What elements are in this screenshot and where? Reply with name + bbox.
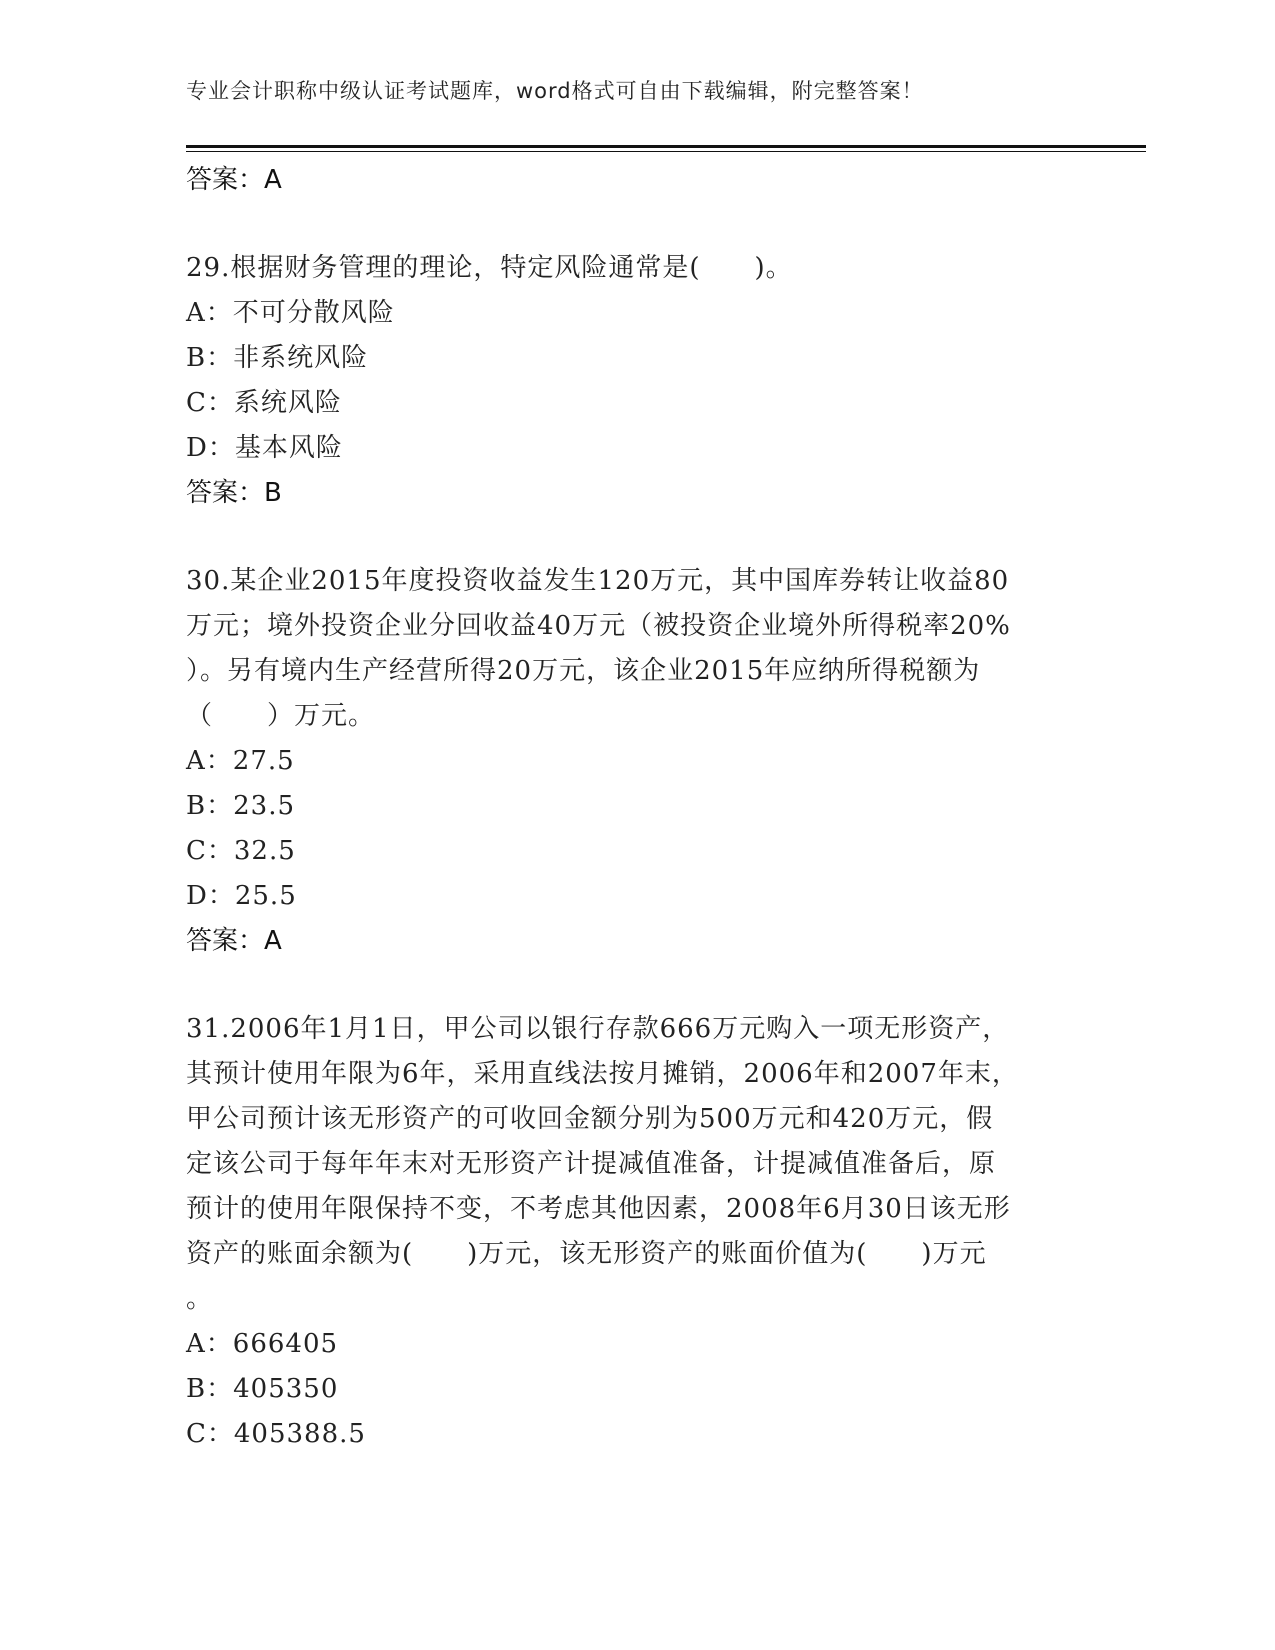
question-text-line: 。 <box>186 1284 214 1314</box>
header-divider-thick <box>186 145 1146 148</box>
option-c: C：32.5 <box>186 836 296 866</box>
question-text-line: 资产的账面余额为( )万元，该无形资产的账面价值为( )万元 <box>186 1239 987 1269</box>
question-30 <box>186 559 1086 963</box>
question-text-line: 31.2006年1月1日，甲公司以银行存款666万元购入一项无形资产， <box>186 1014 1010 1044</box>
previous-answer: 答案：A <box>186 165 282 195</box>
question-text-line: 预计的使用年限保持不变，不考虑其他因素，2008年6月30日该无形 <box>186 1194 1011 1224</box>
answer: 答案：B <box>186 478 282 508</box>
question-text-line: 万元；境外投资企业分回收益40万元（被投资企业境外所得税率20% <box>186 611 1011 641</box>
question-29 <box>186 246 1086 515</box>
option-b: B：23.5 <box>186 791 295 821</box>
spacer <box>186 515 1086 559</box>
option-b: B：405350 <box>186 1374 339 1404</box>
spacer <box>186 963 1086 1007</box>
option-a: A：666405 <box>186 1329 339 1359</box>
answer: 答案：A <box>186 926 282 956</box>
option-b: B：非系统风险 <box>186 343 369 373</box>
document-body <box>186 158 1086 1457</box>
option-a: A：27.5 <box>186 746 295 776</box>
option-a: A：不可分散风险 <box>186 298 395 328</box>
question-text: 29.根据财务管理的理论，特定风险通常是( )。 <box>186 253 793 283</box>
question-text-line: 甲公司预计该无形资产的可收回金额分别为500万元和420万元，假 <box>186 1104 994 1134</box>
option-d: D：25.5 <box>186 881 297 911</box>
header-divider-thin <box>186 151 1146 152</box>
spacer <box>186 202 1086 246</box>
question-text-line: 30.某企业2015年度投资收益发生120万元，其中国库券转让收益80 <box>186 566 1010 596</box>
question-31 <box>186 1007 1086 1457</box>
question-text-line: （ ）万元。 <box>186 701 376 731</box>
question-text-line: ）。另有境内生产经营所得20万元，该企业2015年应纳所得税额为 <box>186 656 981 686</box>
option-c: C：405388.5 <box>186 1419 366 1449</box>
question-text-line: 定该公司于每年年末对无形资产计提减值准备，计提减值准备后，原 <box>186 1149 997 1179</box>
option-d: D：基本风险 <box>186 433 343 463</box>
question-text-line: 其预计使用年限为6年，采用直线法按月摊销，2006年和2007年末， <box>186 1059 1019 1089</box>
option-c: C：系统风险 <box>186 388 342 418</box>
page-header: 专业会计职称中级认证考试题库，word格式可自由下载编辑，附完整答案！ <box>186 79 924 103</box>
